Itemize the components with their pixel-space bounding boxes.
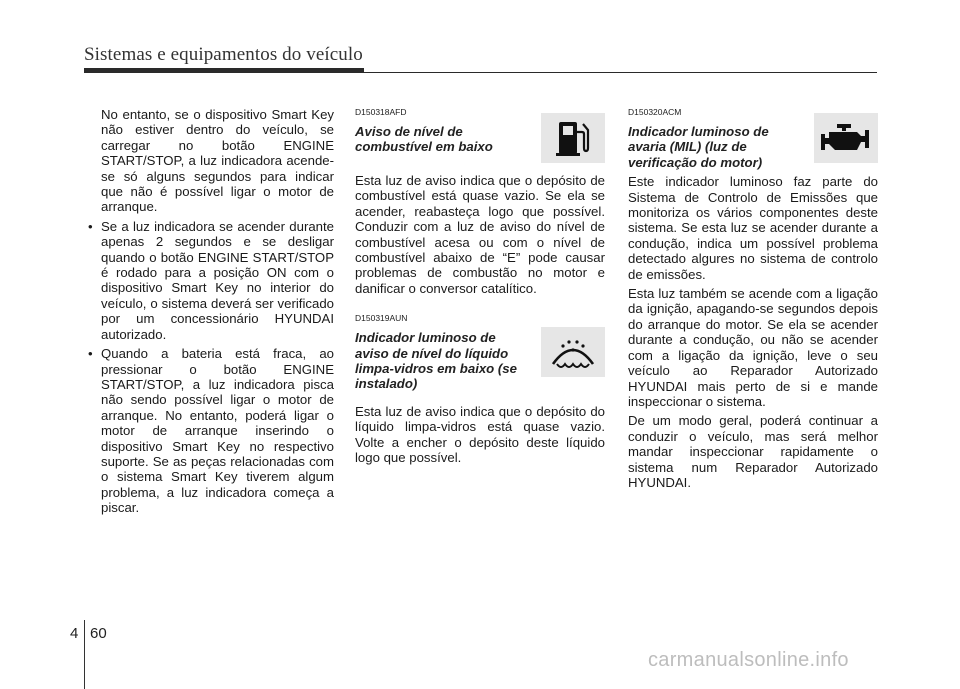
intro-paragraph: No entanto, se o dispositivo Smart Key não estiver dentro do veículo, se carregar no botão ENGINE START/STOP, a luz indicadora acende-se só alguns segundos para indicar que não é possível ligar o motor de arranque.: [101, 107, 334, 215]
section-code: D150319AUN: [355, 313, 408, 324]
fuel-pump-icon: [541, 113, 605, 163]
section-body: Esta luz de aviso indica que o depósito de combustível está quase vazio. Se ela se acender, reabasteça logo que possível. Conduzir com a luz de aviso do nível de combustível acesa ou com o nível de combustível abaixo de “E” pode causar problemas de combustão no motor e danificar o conversor catalítico.: [355, 173, 605, 296]
body-paragraph: Este indicador luminoso faz parte do Sistema de Controlo de Emissões que monitoriza os vários componentes deste sistema. Se esta luz se acender durante a condução, indica um possível problema detectado algures no sistema de controlo de emissões.: [628, 174, 878, 282]
footer-divider: [84, 620, 85, 689]
page-number: 60: [90, 625, 107, 642]
section-heading: Aviso de nível de combustível em baixo: [355, 124, 493, 155]
fuel-section: [355, 107, 605, 296]
column-2: [355, 107, 605, 470]
body-paragraph: Esta luz também se acende com a ligação da ignição, apagando-se segundos depois do arranque do motor. Se ela se acender durante a condução, ou não se acender com a ligação da ignição, leve o seu veículo ao Reparador Autorizado HYUNDAI mais perto de si e mande inspeccionar o sistema.: [628, 286, 878, 409]
washer-fluid-section: [355, 313, 605, 465]
washer-fluid-icon: [541, 327, 605, 377]
check-engine-icon: [814, 113, 878, 163]
section-code: D150320ACM: [628, 107, 682, 117]
chapter-number: 4: [70, 625, 79, 642]
bullet-item: • Se a luz indicadora se acender durante apenas 2 segundos e se desligar quando o botão ENGINE START/STOP é rodado para a posição ON com o dispositivo Smart Key no interior do veículo, o sistema deverá ser verificado por um concessionário HYUNDAI autorizado.: [91, 219, 334, 342]
section-heading: Indicador luminoso de avaria (MIL) (luz de verificação do motor): [628, 124, 769, 170]
body-paragraph: De um modo geral, poderá continuar a conduzir o veículo, mas será melhor mandar inspeccionar rapidamente o sistema num Reparador Autorizado HYUNDAI.: [628, 413, 878, 490]
column-1: [91, 107, 334, 520]
bullet-list: [91, 219, 334, 516]
section-title: Sistemas e equipamentos do veículo: [84, 44, 363, 65]
header-rule: [364, 72, 877, 73]
header-bar: [84, 68, 364, 73]
section-heading: Indicador luminoso de aviso de nível do líquido limpa-vidros em baixo (se instalado): [355, 330, 517, 392]
section-code: D150318AFD: [355, 107, 407, 117]
bullet-item: • Quando a bateria está fraca, ao pressionar o botão ENGINE START/STOP, a luz indicadora pisca não sendo possível ligar o motor de arranque. No entanto, poderá ligar o motor de arranque inserindo o dispositivo Smart Key no respectivo suporte. Se as peças relacionadas com o sistema Smart Key tiverem algum problema, a luz indicadora começa a piscar.: [91, 346, 334, 515]
column-3: [628, 107, 878, 494]
section-body: Esta luz de aviso indica que o depósito do líquido limpa-vidros está quase vazio. Volte a encher o depósito deste líquido logo que possível.: [355, 403, 605, 466]
watermark: carmanualsonline.info: [648, 649, 849, 671]
